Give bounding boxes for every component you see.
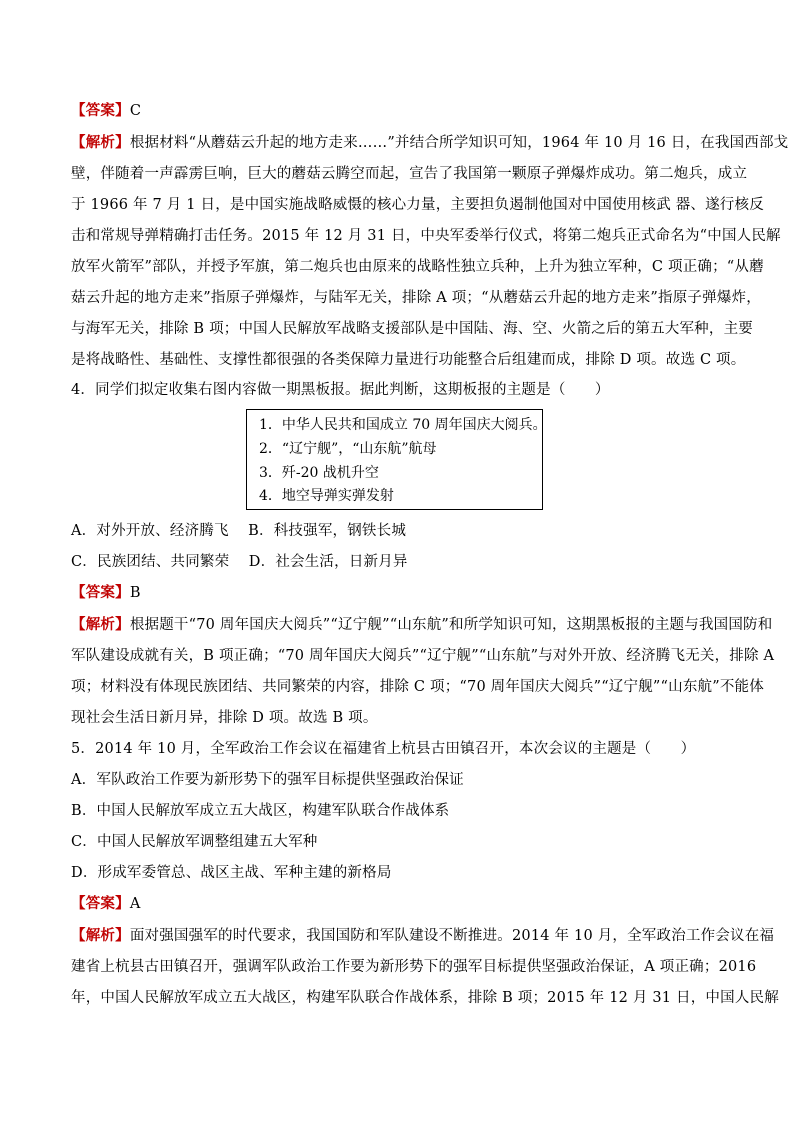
q3-analysis-line-4: 击和常规导弹精确打击任务。2015 年 12 月 31 日，中央军委举行仪式，将第二炮兵正式命名为“中国人民解 bbox=[71, 228, 781, 244]
q5-option-d: D．形成军委管总、战区主战、军种主建的新格局 bbox=[71, 865, 392, 881]
q5-option-a: A．军队政治工作要为新形势下的强军目标提供坚强政治保证 bbox=[71, 772, 464, 788]
analysis-text: 根据材料“从蘑菇云升起的地方走来……”并结合所学知识可知，1964 年 10 月 16 日，在我国西部戈 bbox=[129, 135, 789, 151]
analysis-text: 面对强国强军的时代要求，我国国防和军队建设不断推进。2014 年 10 月，全军政治工作会议在福 bbox=[129, 928, 775, 944]
q3-analysis-line-5: 放军火箭军”部队，并授予军旗，第二炮兵也由原来的战略性独立兵种，上升为独立军种，C 项正确；“从蘑 bbox=[71, 259, 764, 275]
q5-option-b: B．中国人民解放军成立五大战区，构建军队联合作战体系 bbox=[71, 803, 450, 819]
q4-options-line-1: A．对外开放、经济腾飞 B．科技强军，钢铁长城 bbox=[71, 523, 407, 539]
answer-value: B bbox=[129, 585, 141, 601]
q4-analysis-line-1 bbox=[71, 615, 773, 635]
answer-label: 【答案】 bbox=[71, 102, 130, 119]
q5-analysis-line-2: 建省上杭县古田镇召开，强调军队政治工作要为新形势下的强军目标提供坚强政治保证，A 项正确；2016 bbox=[71, 959, 757, 975]
answer-value: A bbox=[129, 896, 141, 912]
q3-analysis-line-1 bbox=[71, 133, 789, 153]
box-item-4: 4．地空导弹实弹发射 bbox=[259, 488, 394, 504]
answer-label: 【答案】 bbox=[71, 584, 130, 601]
q5-analysis-line-3: 年，中国人民解放军成立五大战区，构建军队联合作战体系，排除 B 项；2015 年 12 月 31 日，中国人民解 bbox=[71, 990, 779, 1006]
q3-analysis-line-7: 与海军无关，排除 B 项；中国人民解放军战略支援部队是中国陆、海、空、火箭之后的第五大军种，主要 bbox=[71, 321, 753, 337]
q4-material-box bbox=[246, 409, 547, 510]
q4-stem: 4．同学们拟定收集右图内容做一期黑板报。据此判断，这期板报的主题是（ ） bbox=[71, 382, 610, 398]
answer-value: C bbox=[129, 103, 142, 119]
q4-analysis-line-2: 军队建设成就有关，B 项正确；“70 周年国庆大阅兵”“辽宁舰”“山东航”与对外开放、经济腾飞无关，排除 A bbox=[71, 648, 775, 664]
analysis-text: 根据题干“70 周年国庆大阅兵”“辽宁舰”“山东航”和所学知识可知，这期黑板报的主题与我国国防和 bbox=[129, 617, 773, 633]
q4-answer bbox=[71, 583, 731, 603]
analysis-label: 【解析】 bbox=[71, 616, 130, 633]
q4-options-line-2: C．民族团结、共同繁荣 D．社会生活，日新月异 bbox=[71, 554, 408, 570]
box-item-1: 1．中华人民共和国成立 70 周年国庆大阅兵。 bbox=[259, 417, 547, 433]
box-item-2: 2．“辽宁舰”，“山东航”航母 bbox=[259, 441, 437, 457]
analysis-label: 【解析】 bbox=[71, 927, 130, 944]
q4-analysis-line-4: 现社会生活日新月异，排除 D 项。故选 B 项。 bbox=[71, 710, 378, 726]
q3-answer bbox=[71, 101, 731, 121]
q5-option-c: C．中国人民解放军调整组建五大军种 bbox=[71, 834, 318, 850]
box-item-3: 3．歼-20 战机升空 bbox=[259, 465, 379, 481]
q3-analysis-line-8: 是将战略性、基础性、支撑性都很强的各类保障力量进行功能整合后组建而成，排除 D 项。故选 C 项。 bbox=[71, 352, 746, 368]
analysis-label: 【解析】 bbox=[71, 134, 130, 151]
q5-analysis-line-1 bbox=[71, 926, 775, 946]
q4-analysis-line-3: 项；材料没有体现民族团结、共同繁荣的内容，排除 C 项；“70 周年国庆大阅兵”“辽宁舰”“山东航”不能体 bbox=[71, 679, 764, 695]
q3-analysis-line-6: 菇云升起的地方走来”指原子弹爆炸，与陆军无关，排除 A 项；“从蘑菇云升起的地方走来”指原子弹爆炸， bbox=[71, 290, 761, 306]
q3-analysis-line-2: 壁，伴随着一声霹雳巨响，巨大的蘑菇云腾空而起，宣告了我国第一颗原子弹爆炸成功。第二炮兵，成立 bbox=[71, 166, 748, 182]
q3-analysis-line-3: 于 1966 年 7 月 1 日，是中国实施战略威慑的核心力量，主要担负遏制他国对中国使用核武 器、遂行核反 bbox=[71, 197, 764, 213]
q5-stem: 5．2014 年 10 月，全军政治工作会议在福建省上杭县古田镇召开，本次会议的主题是（ ） bbox=[71, 741, 696, 757]
q5-answer bbox=[71, 894, 731, 914]
answer-label: 【答案】 bbox=[71, 895, 130, 912]
